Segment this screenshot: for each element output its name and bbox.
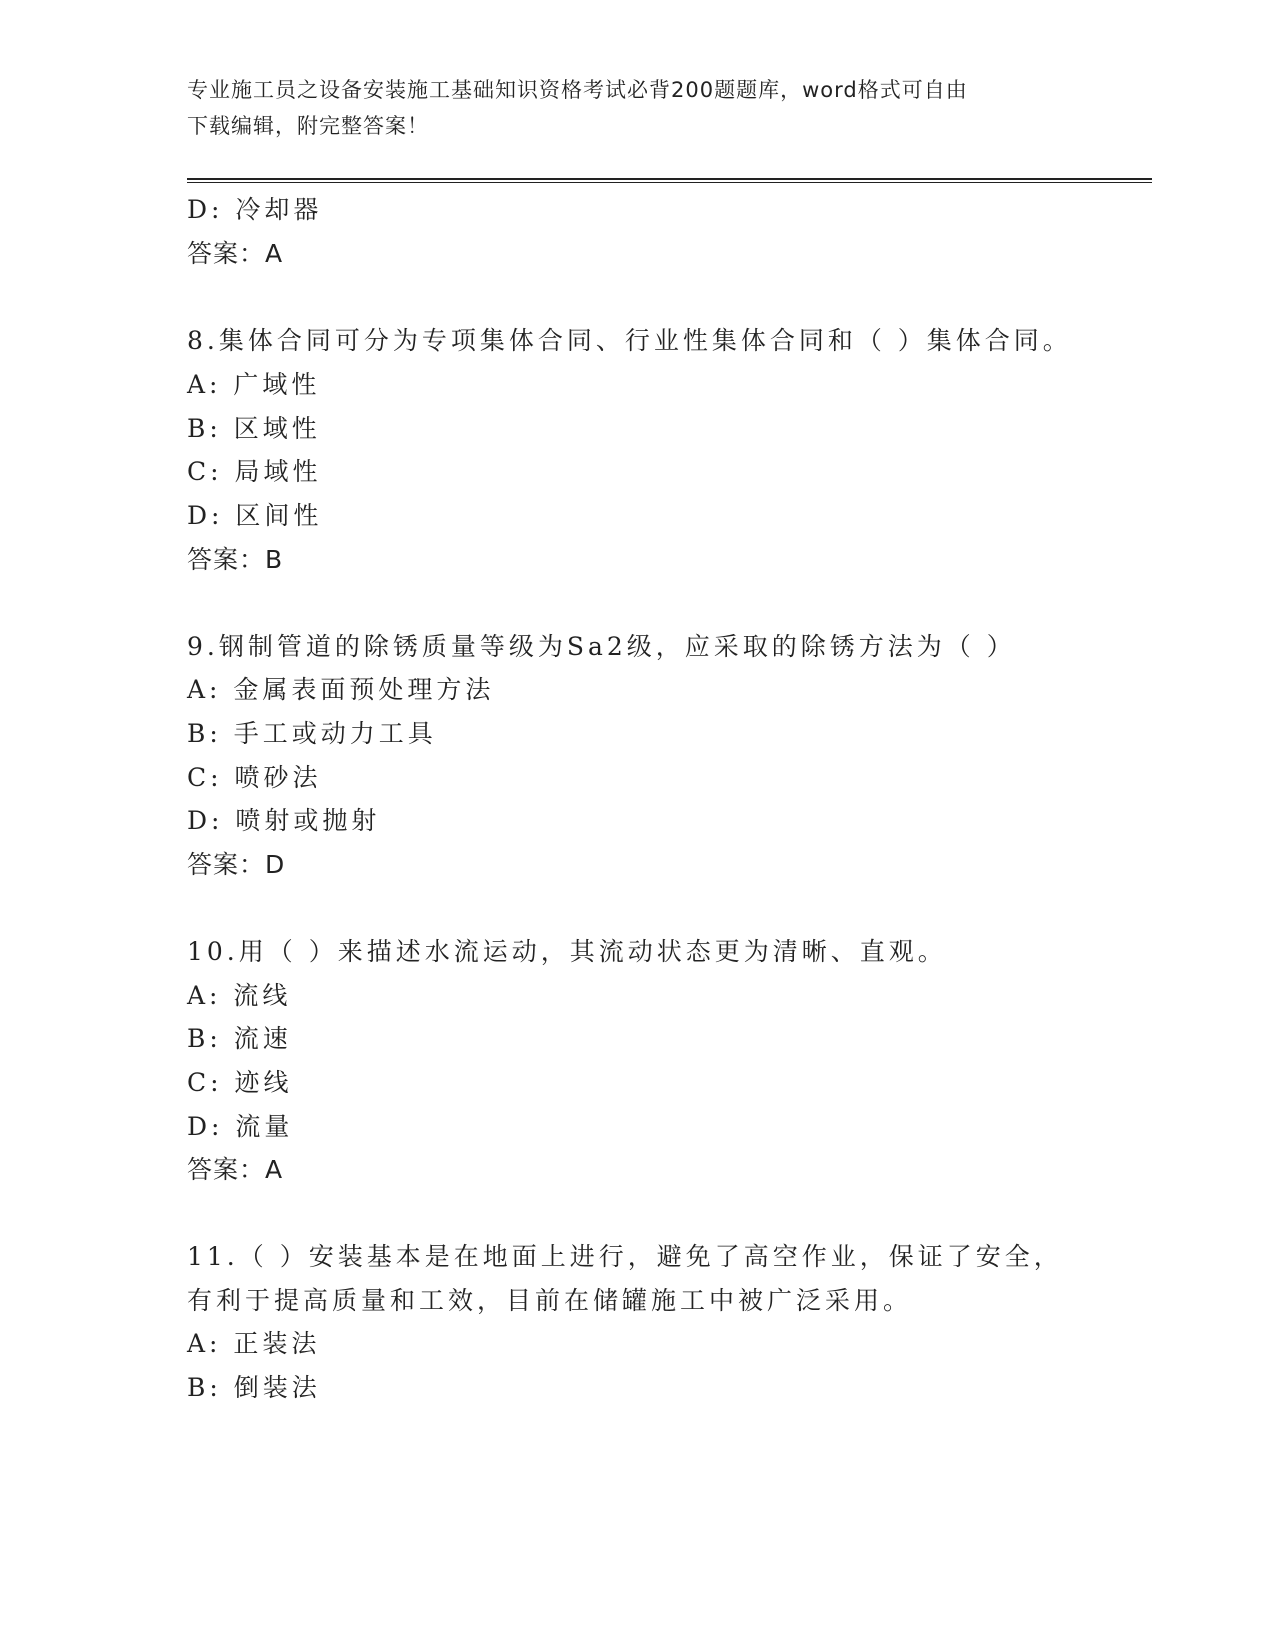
q10-answer: 答案：A <box>187 1155 284 1184</box>
q9-option-c: C: 喷砂法 <box>187 763 322 792</box>
q8-option-c: C: 局域性 <box>187 457 322 486</box>
q9-option-d: D: 喷射或抛射 <box>187 806 381 835</box>
q10-option-a: A: 流线 <box>187 981 292 1010</box>
q9-option-b: B: 手工或动力工具 <box>187 719 437 748</box>
q9-option-a: A: 金属表面预处理方法 <box>187 675 495 704</box>
q10-stem: 10.用（ ）来描述水流运动，其流动状态更为清晰、直观。 <box>187 937 947 966</box>
q8-option-b: B: 区域性 <box>187 414 321 443</box>
document-header <box>187 72 1087 144</box>
q11-stem-line-1: 11.（ ）安装基本是在地面上进行，避免了高空作业，保证了安全， <box>187 1242 1063 1271</box>
q8-answer: 答案：B <box>187 545 284 574</box>
q9-answer: 答案：D <box>187 850 286 879</box>
q11-stem-line-2: 有利于提高质量和工效，目前在储罐施工中被广泛采用。 <box>187 1286 913 1315</box>
q8-option-d: D: 区间性 <box>187 501 323 530</box>
q8-option-a: A: 广域性 <box>187 370 321 399</box>
q11-option-b: B: 倒装法 <box>187 1373 321 1402</box>
q9-stem: 9.钢制管道的除锈质量等级为Sa2级，应采取的除锈方法为（ ） <box>187 632 1016 661</box>
header-line-2: 下载编辑，附完整答案！ <box>187 114 429 138</box>
q10-option-c: C: 迹线 <box>187 1068 293 1097</box>
q11-option-a: A: 正装法 <box>187 1329 321 1358</box>
header-line-1: 专业施工员之设备安装施工基础知识资格考试必背200题题库，word格式可自由 <box>187 78 968 102</box>
q10-option-b: B: 流速 <box>187 1024 292 1053</box>
q8-stem: 8.集体合同可分为专项集体合同、行业性集体合同和（ ）集体合同。 <box>187 326 1072 355</box>
prev-answer: 答案：A <box>187 239 284 268</box>
prev-option-d: D: 冷却器 <box>187 195 323 224</box>
header-divider-thick <box>187 178 1152 180</box>
header-divider-thin <box>187 182 1152 183</box>
q10-option-d: D: 流量 <box>187 1112 294 1141</box>
